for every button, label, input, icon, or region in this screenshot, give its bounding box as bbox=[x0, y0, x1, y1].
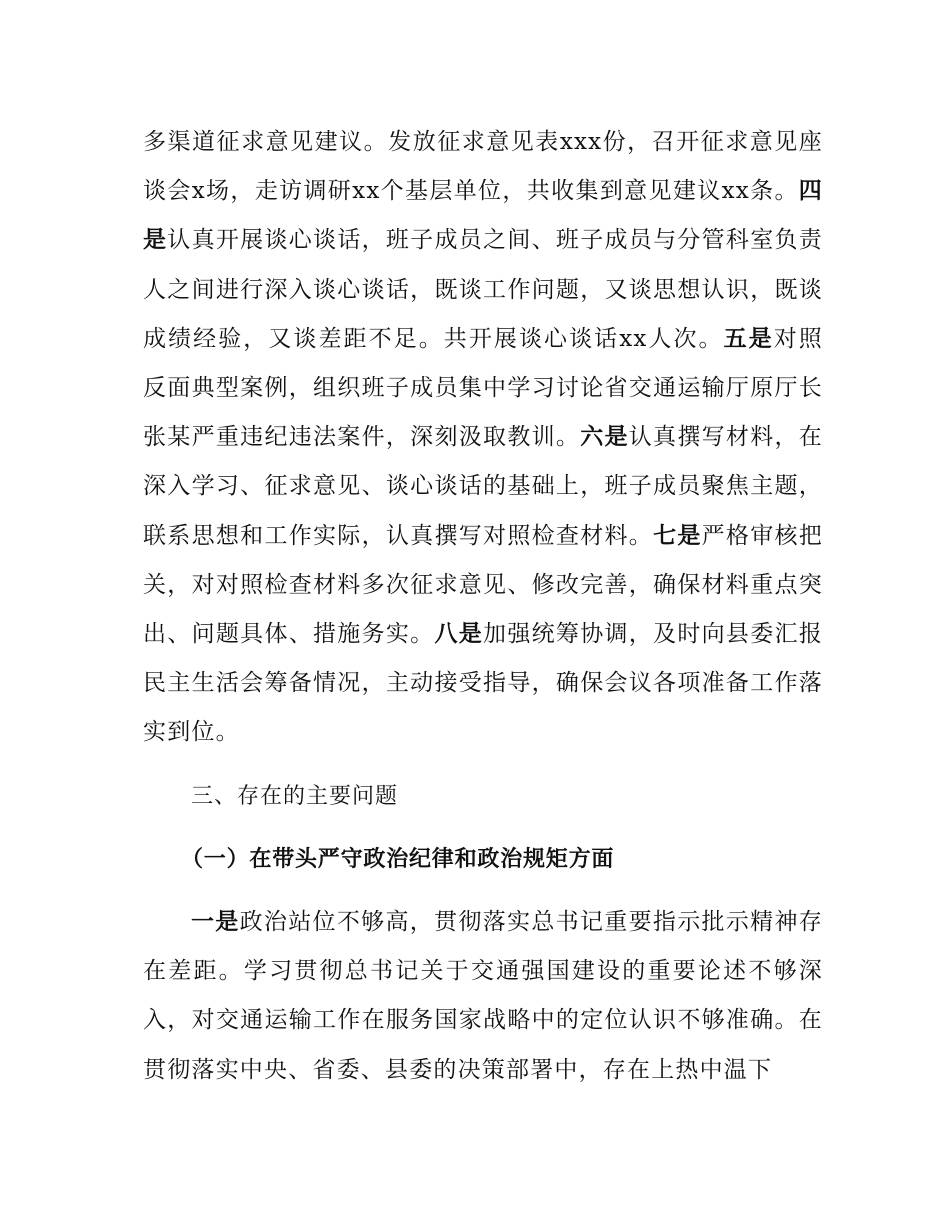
section-heading: 三、存在的主要问题 bbox=[191, 783, 399, 809]
bold-marker-one: 一是 bbox=[191, 909, 240, 936]
bold-marker-eight: 八是 bbox=[434, 621, 484, 648]
paragraph-text: 加强统筹协调，及时向县委汇报民主生活会筹备情况，主动接受指导，确保会议各项准备工作落实到位。 bbox=[143, 621, 823, 746]
bold-marker-six: 六是 bbox=[580, 424, 629, 451]
paragraph-text: 政治站位不够高，贯彻落实总书记重要指示批示精神存在差距。学习贯彻总书记关于交通强国建设的重要论述不够深入，对交通运输工作在服务国家战略中的定位认识不够准确。在贯彻落实中央、省委、县委的决策部署中，存在上热中温下 bbox=[143, 909, 823, 1083]
paragraph-text: 严格审核把关，对对照检查材料多次征求意见、修改完善，确保材料重点突出、问题具体、措施务实。 bbox=[143, 522, 823, 648]
paragraph-preparation-work bbox=[143, 118, 823, 758]
paragraph-text: 对照反面典型案例，组织班子成员集中学习讨论省交通运输厅原厅长张某严重违纪违法案件，深刻汲取教训。 bbox=[143, 325, 823, 451]
paragraph-text: 多渠道征求意见建议。发放征求意见表xxx份，召开征求意见座谈会x场，走访调研xx个基层单位，共收集到意见建议xx条。 bbox=[143, 129, 823, 205]
paragraph-text: 认真开展谈心谈话，班子成员之间、班子成员与分管科室负责人之间进行深入谈心谈话，既谈工作问题，又谈思想认识，既谈成绩经验，又谈差距不足。共开展谈心谈话xx人次。 bbox=[143, 227, 823, 352]
bold-marker-four: 四是 bbox=[143, 178, 823, 254]
bold-marker-five: 五是 bbox=[723, 325, 774, 352]
paragraph-political-issues bbox=[143, 898, 823, 1095]
paragraph-text: 认真撰写材料，在深入学习、征求意见、谈心谈话的基础上，班子成员聚焦主题，联系思想和工作实际，认真撰写对照检查材料。 bbox=[143, 424, 823, 549]
bold-marker-seven: 七是 bbox=[653, 522, 702, 549]
subsection-heading: （一）在带头严守政治纪律和政治规矩方面 bbox=[181, 846, 615, 872]
document-body bbox=[143, 118, 823, 1095]
